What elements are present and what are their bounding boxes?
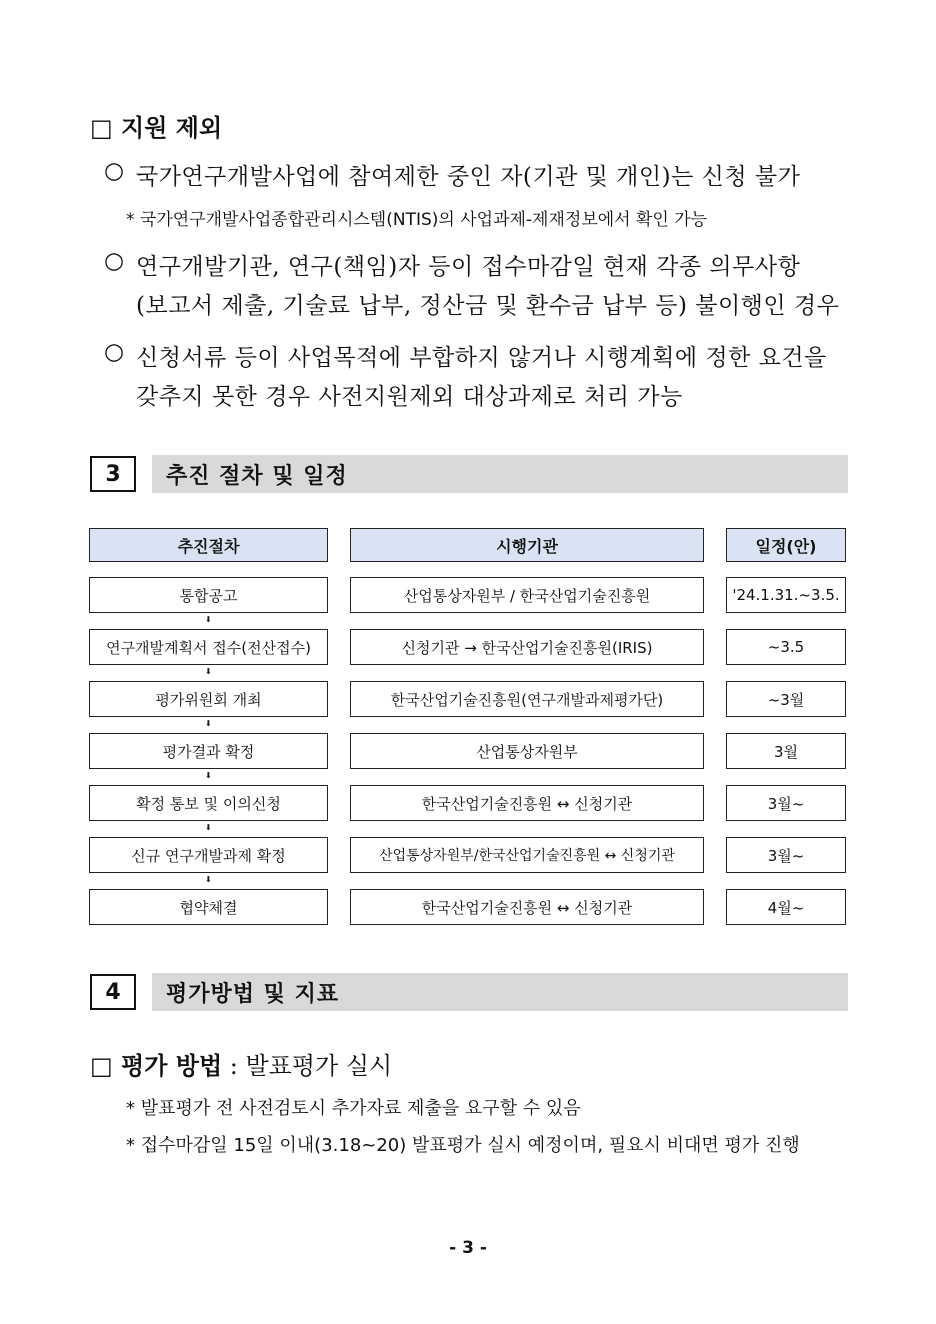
procedure-cell: 확정 통보 및 이의신청 (89, 785, 328, 821)
agency-cell: 한국산업기술진흥원 ↔ 신청기관 (350, 889, 704, 925)
schedule-cell: 3월~ (726, 837, 846, 873)
down-arrow-icon: ⬇ (205, 719, 212, 728)
down-arrow-icon: ⬇ (205, 615, 212, 624)
agency-cell: 산업통상자원부 (350, 733, 704, 769)
header-schedule: 일정(안) (726, 528, 846, 562)
procedure-cell: 평가위원회 개최 (89, 681, 328, 717)
schedule-cell: ~3월 (726, 681, 846, 717)
evaluation-heading-label: □ 평가 방법 (90, 1051, 223, 1080)
schedule-cell: 3월~ (726, 785, 846, 821)
exclusion-note-1: * 국가연구개발사업종합관리시스템(NTIS)의 사업과제-제재정보에서 확인 가능 (126, 210, 708, 230)
down-arrow-icon: ⬇ (205, 875, 212, 884)
schedule-cell: ~3.5 (726, 629, 846, 665)
agency-cell: 산업통상자원부 / 한국산업기술진흥원 (350, 577, 704, 613)
schedule-cell: 3월 (726, 733, 846, 769)
procedure-cell: 통합공고 (89, 577, 328, 613)
down-arrow-icon: ⬇ (205, 823, 212, 832)
exclusion-bullet-3-line-2: 갖추지 못한 경우 사전지원제외 대상과제로 처리 가능 (136, 384, 683, 410)
agency-cell: 신청기관 → 한국산업기술진흥원(IRIS) (350, 629, 704, 665)
page-number: - 3 - (449, 1238, 487, 1258)
agency-cell: 산업통상자원부/한국산업기술진흥원 ↔ 신청기관 (350, 837, 704, 873)
bullet-mark: ○ (104, 339, 125, 365)
evaluation-heading-value: : 발표평가 실시 (222, 1052, 393, 1080)
evaluation-heading (90, 1046, 392, 1081)
header-agency: 시행기관 (350, 528, 704, 562)
schedule-cell: 4월~ (726, 889, 846, 925)
bullet-mark: ○ (104, 158, 125, 184)
down-arrow-icon: ⬇ (205, 667, 212, 676)
exclusion-heading: □ 지원 제외 (90, 113, 223, 142)
evaluation-note-1: * 발표평가 전 사전검토시 추가자료 제출을 요구할 수 있음 (126, 1098, 581, 1119)
procedure-cell: 협약체결 (89, 889, 328, 925)
agency-cell: 한국산업기술진흥원(연구개발과제평가단) (350, 681, 704, 717)
procedure-cell: 평가결과 확정 (89, 733, 328, 769)
header-procedure: 추진절차 (89, 528, 328, 562)
exclusion-bullet-2-line-2: (보고서 제출, 기술료 납부, 정산금 및 환수금 납부 등) 불이행인 경우 (136, 293, 840, 319)
exclusion-bullet-1: 국가연구개발사업에 참여제한 중인 자(기관 및 개인)는 신청 불가 (136, 164, 801, 190)
exclusion-bullet-3-line-1: 신청서류 등이 사업목적에 부합하지 않거나 시행계획에 정한 요건을 (136, 345, 827, 371)
agency-cell: 한국산업기술진흥원 ↔ 신청기관 (350, 785, 704, 821)
section-3-number: 3 (90, 456, 136, 492)
section-4-number: 4 (90, 974, 136, 1010)
evaluation-note-2: * 접수마감일 15일 이내(3.18~20) 발표평가 실시 예정이며, 필요시 비대면 평가 진행 (126, 1135, 800, 1156)
schedule-cell: '24.1.31.~3.5. (726, 577, 846, 613)
down-arrow-icon: ⬇ (205, 771, 212, 780)
procedure-cell: 신규 연구개발과제 확정 (89, 837, 328, 873)
exclusion-bullet-2-line-1: 연구개발기관, 연구(책임)자 등이 접수마감일 현재 각종 의무사항 (136, 254, 801, 280)
section-4-title: 평가방법 및 지표 (152, 973, 848, 1011)
procedure-cell: 연구개발계획서 접수(전산접수) (89, 629, 328, 665)
section-3-title: 추진 절차 및 일정 (152, 455, 848, 493)
bullet-mark: ○ (104, 248, 125, 274)
